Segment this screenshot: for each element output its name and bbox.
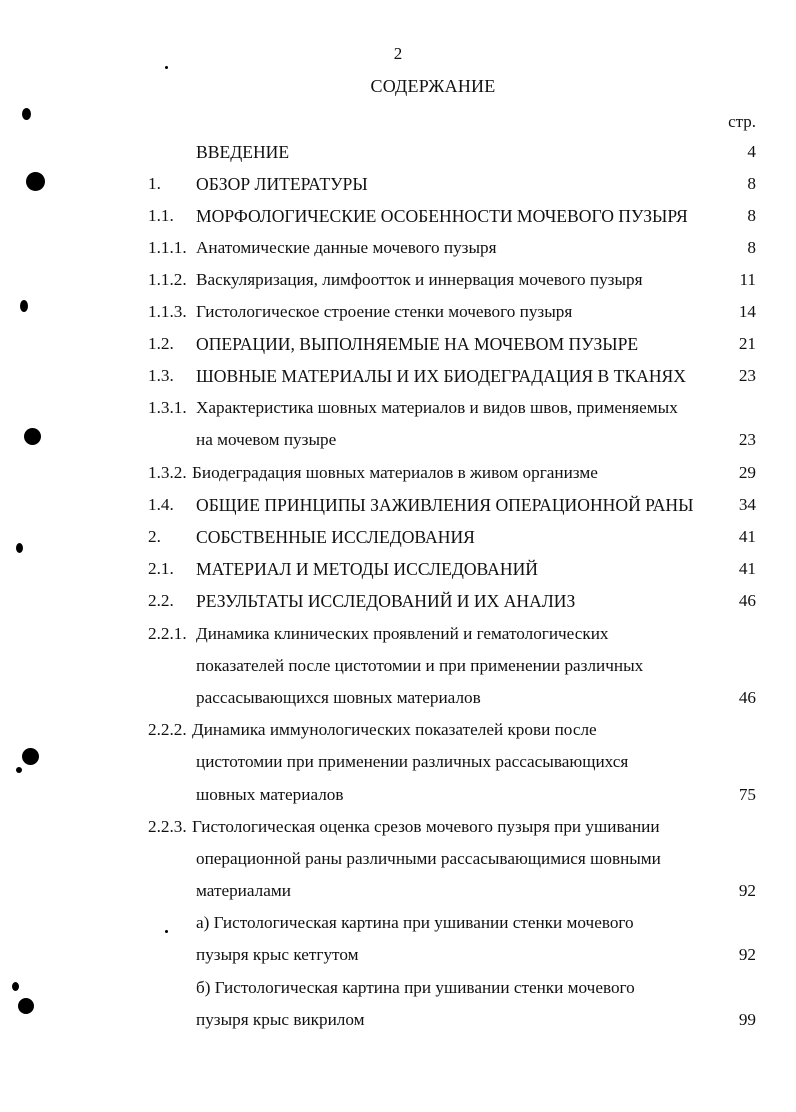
toc-entry: [0, 527, 796, 553]
toc-entry-number: 1.1.2.: [148, 270, 187, 289]
toc-entry-title: ОБЩИЕ ПРИНЦИПЫ ЗАЖИВЛЕНИЯ ОПЕРАЦИОННОЙ РАНЫ: [196, 495, 694, 515]
toc-entry-title: Гистологическое строение стенки мочевого пузыря: [196, 302, 573, 321]
toc-entry-title: пузыря крыс викрилом: [196, 1010, 365, 1029]
toc-entry-title: рассасывающихся шовных материалов: [196, 688, 481, 707]
toc-entry-title: на мочевом пузыре: [196, 430, 337, 449]
scan-speck: [16, 543, 23, 553]
toc-entry-title: ШОВНЫЕ МАТЕРИАЛЫ И ИХ БИОДЕГРАДАЦИЯ В ТКАНЯХ: [196, 366, 686, 386]
toc-entry-page: 29: [738, 463, 756, 482]
toc-entry-title: МОРФОЛОГИЧЕСКИЕ ОСОБЕННОСТИ МОЧЕВОГО ПУЗЫРЯ: [196, 206, 688, 226]
toc-entry: [0, 881, 796, 907]
toc-entry-title: Биодеградация шовных материалов в живом организме: [192, 463, 598, 482]
toc-entry-number: 2.2.1.: [148, 624, 187, 643]
scan-speck: [20, 300, 28, 312]
punch-hole: [18, 998, 34, 1014]
toc-entry-page: 8: [747, 238, 756, 257]
toc-entry-title: а) Гистологическая картина при ушивании стенки мочевого: [196, 913, 634, 932]
toc-entry-number: 2.: [148, 527, 161, 546]
punch-hole: [24, 428, 41, 445]
toc-entry: [0, 945, 796, 971]
toc-entry-number: 1.: [148, 174, 161, 193]
toc-entry-page: 4: [747, 142, 756, 161]
toc-entry-title: ОПЕРАЦИИ, ВЫПОЛНЯЕМЫЕ НА МОЧЕВОМ ПУЗЫРЕ: [196, 334, 639, 354]
toc-entry-page: 21: [738, 334, 756, 353]
toc-entry-number: 1.1.1.: [148, 238, 187, 257]
toc-entry: [0, 785, 796, 811]
toc-entry: [0, 142, 796, 168]
scan-speck: [12, 982, 19, 991]
toc-entry: [0, 752, 796, 778]
punch-hole: [26, 172, 45, 191]
toc-entry-number: 1.3.1.: [148, 398, 187, 417]
scan-speck: [16, 767, 22, 773]
toc-entry: [0, 495, 796, 521]
toc-entry-page: 23: [738, 366, 756, 385]
page-column-label: стр.: [728, 112, 756, 131]
toc-entry-number: 2.2.3.: [148, 817, 187, 836]
toc-entry: [0, 1010, 796, 1036]
toc-entry: [0, 238, 796, 264]
toc-entry: [0, 849, 796, 875]
toc-entry-page: 46: [738, 591, 756, 610]
toc-entry-title: Характеристика шовных материалов и видов швов, применяемых: [196, 398, 678, 417]
toc-title: СОДЕРЖАНИЕ: [370, 76, 496, 96]
toc-entry: [0, 559, 796, 585]
toc-entry-page: 34: [738, 495, 756, 514]
toc-entry-page: 8: [747, 174, 756, 193]
toc-entry-page: 92: [738, 881, 756, 900]
page-number: 2: [393, 44, 403, 63]
scan-speck: [165, 930, 168, 933]
toc-entry: [0, 430, 796, 456]
toc-entry: [0, 656, 796, 682]
toc-entry: [0, 174, 796, 200]
toc-entry-title: шовных материалов: [196, 785, 344, 804]
toc-entry-page: 8: [747, 206, 756, 225]
toc-entry-page: 11: [739, 270, 756, 289]
toc-entry-number: 2.1.: [148, 559, 174, 578]
toc-entry-number: 1.1.: [148, 206, 174, 225]
toc-entry-page: 46: [738, 688, 756, 707]
toc-entry-title: цистотомии при применении различных рассасывающихся: [196, 752, 629, 771]
toc-entry-title: ОБЗОР ЛИТЕРАТУРЫ: [196, 174, 368, 194]
toc-entry-title: СОБСТВЕННЫЕ ИССЛЕДОВАНИЯ: [196, 527, 475, 547]
toc-entry: [0, 398, 796, 424]
toc-entry: [0, 720, 796, 746]
punch-hole: [22, 748, 39, 765]
toc-entry-number: 2.2.: [148, 591, 174, 610]
toc-entry-title: РЕЗУЛЬТАТЫ ИССЛЕДОВАНИЙ И ИХ АНАЛИЗ: [196, 591, 576, 611]
toc-entry-number: 1.1.3.: [148, 302, 187, 321]
toc-entry-title: Динамика иммунологических показателей крови после: [192, 720, 597, 739]
toc-entry-title: Анатомические данные мочевого пузыря: [196, 238, 497, 257]
toc-entry-title: показателей после цистотомии и при применении различных: [196, 656, 644, 675]
toc-entry-number: 1.4.: [148, 495, 174, 514]
toc-entry-title: Динамика клинических проявлений и гематологических: [196, 624, 609, 643]
toc-entry: [0, 366, 796, 392]
toc-entry-page: 92: [738, 945, 756, 964]
toc-entry-title: ВВЕДЕНИЕ: [196, 142, 290, 162]
toc-entry-title: Гистологическая оценка срезов мочевого пузыря при ушивании: [192, 817, 660, 836]
toc-entry: [0, 334, 796, 360]
toc-entry-number: 2.2.2.: [148, 720, 187, 739]
toc-entry-title: Васкуляризация, лимфоотток и иннервация мочевого пузыря: [196, 270, 643, 289]
toc-entry: [0, 913, 796, 939]
toc-entry: [0, 270, 796, 296]
scan-speck: [165, 66, 168, 69]
toc-entry: [0, 591, 796, 617]
toc-entry-page: 14: [738, 302, 756, 321]
toc-entry-number: 1.3.: [148, 366, 174, 385]
toc-entry: [0, 463, 796, 489]
toc-entry: [0, 302, 796, 328]
toc-entry-page: 75: [738, 785, 756, 804]
toc-entry-page: 41: [738, 559, 756, 578]
toc-entry-page: 23: [738, 430, 756, 449]
toc-entry-page: 99: [738, 1010, 756, 1029]
toc-entry-title: материалами: [196, 881, 291, 900]
toc-entry: [0, 688, 796, 714]
toc-entry: [0, 206, 796, 232]
scan-speck: [22, 108, 31, 120]
toc-entry-number: 1.2.: [148, 334, 174, 353]
toc-entry: [0, 624, 796, 650]
toc-entry-title: б) Гистологическая картина при ушивании стенки мочевого: [196, 978, 635, 997]
toc-entry: [0, 817, 796, 843]
toc-entry-page: 41: [738, 527, 756, 546]
toc-entry-number: 1.3.2.: [148, 463, 187, 482]
toc-entry: [0, 978, 796, 1004]
toc-entry-title: операционной раны различными рассасывающимися шовными: [196, 849, 661, 868]
toc-entry-title: МАТЕРИАЛ И МЕТОДЫ ИССЛЕДОВАНИЙ: [196, 559, 538, 579]
toc-entry-title: пузыря крыс кетгутом: [196, 945, 359, 964]
